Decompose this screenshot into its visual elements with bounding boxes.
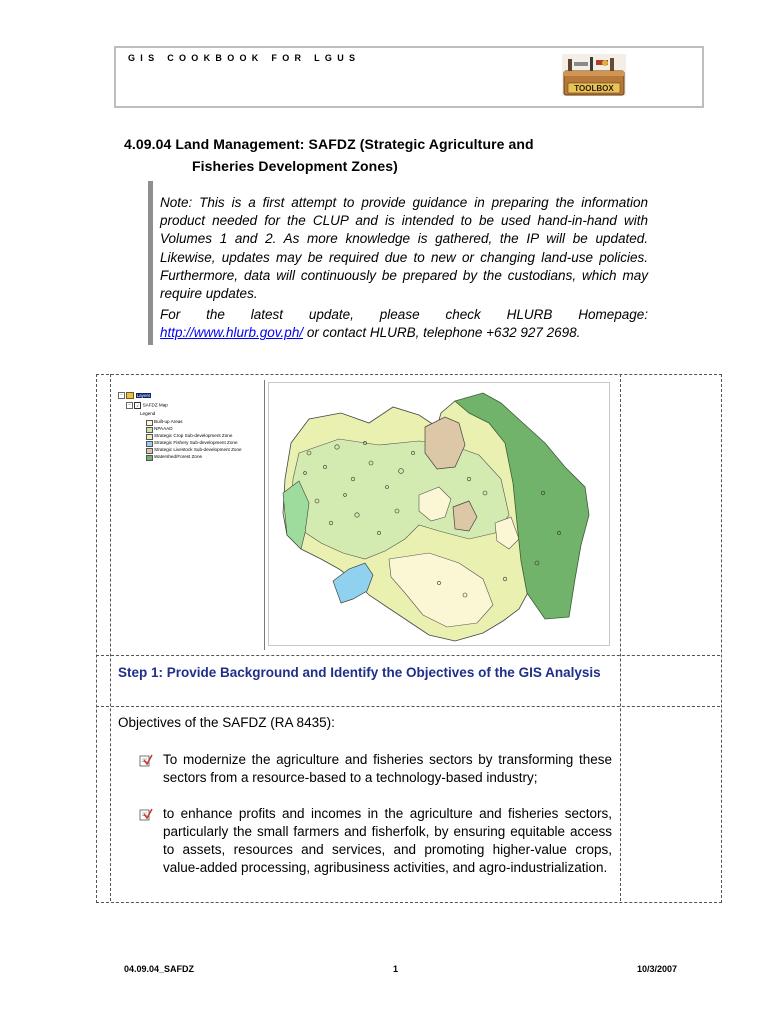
map-view[interactable] (268, 382, 610, 646)
checkbox-icon: ✓ (136, 403, 140, 408)
toc-layers-row: − Layers (118, 392, 151, 399)
hlurb-link[interactable]: http://www.hlurb.gov.ph/ (160, 325, 304, 341)
legend-item: Strategic Livestock Sub-development Zone (146, 447, 242, 453)
legend-item: Built-up Areas (146, 419, 183, 425)
table-left-column (96, 374, 111, 901)
checklist-bullet-icon (139, 807, 153, 821)
section-title-line1: 4.09.04 Land Management: SAFDZ (Strategic Agriculture and (124, 136, 534, 152)
objective-item: to enhance profits and incomes in the agriculture and fisheries sectors, particularly the small farmers and fisherfolk, by ensuring equitable access to assets, resources and services, and promoting higher-value crops, value-added processing, agribusiness activities, and agro-industrialization. (163, 806, 612, 875)
note-update-prefix: For the latest update, please check HLURB Homepage: (160, 307, 648, 323)
toc-root: Layers (136, 392, 151, 398)
page-header (114, 46, 704, 108)
table-divider (96, 655, 720, 656)
series-title: GIS COOKBOOK FOR LGUS (128, 53, 361, 63)
legend-swatch (146, 455, 153, 461)
toc-map-row: − ✓ SAFDZ Map (126, 402, 168, 409)
note-contact-suffix: or contact HLURB, telephone +632 927 2698. (303, 325, 581, 341)
table-divider (96, 706, 720, 707)
checklist-bullet-icon (139, 753, 153, 767)
step-heading: Step 1: Provide Background and Identify the Objectives of the GIS Analysis (118, 665, 601, 680)
legend-label: Legend (140, 411, 156, 416)
note-update-paragraph (160, 306, 648, 324)
footer-doc-code: 04.09.04_SAFDZ (124, 964, 195, 974)
legend-item: Strategic Crop Sub-development Zone (146, 433, 232, 439)
note-paragraph: Note: This is a first attempt to provide guidance in preparing the information product needed for the CLUP and is intended to be used hand-in-hand with Volumes 1 and 2. As more knowledge is gathered, the IP will be updated. Likewise, updates may be required due to new or changing land-use policies. Furthermore, data will continuously be prepared by the custodians, which may require updates. (160, 195, 648, 302)
section-title (124, 133, 714, 177)
legend-item: Watershed/Forest Zone (146, 454, 202, 460)
table-of-contents-panel (116, 380, 265, 650)
footer-page-number: 1 (393, 964, 399, 974)
note-bar (148, 181, 153, 345)
layers-icon (126, 392, 134, 399)
legend-item: Strategic Fishery Sub-development Zone (146, 440, 238, 446)
gis-map-screenshot (116, 380, 608, 650)
objectives-heading: Objectives of the SAFDZ (RA 8435): (118, 715, 335, 730)
toolbox-label: TOOLBOX (574, 84, 614, 93)
legend-list (146, 419, 264, 479)
table-right-column (620, 374, 621, 901)
note-box (160, 194, 648, 343)
footer-date: 10/3/2007 (637, 964, 678, 974)
objective-item: To modernize the agriculture and fisheries sectors by transforming these sectors from a resource-based to a technology-based industry; (163, 752, 612, 785)
legend-item: NPAAAD (146, 426, 173, 432)
toolbox-icon (562, 54, 626, 96)
note-contact-line (160, 324, 648, 342)
map-layer-name: SAFDZ Map (142, 402, 168, 408)
section-title-line2: Fisheries Development Zones) (192, 158, 398, 174)
